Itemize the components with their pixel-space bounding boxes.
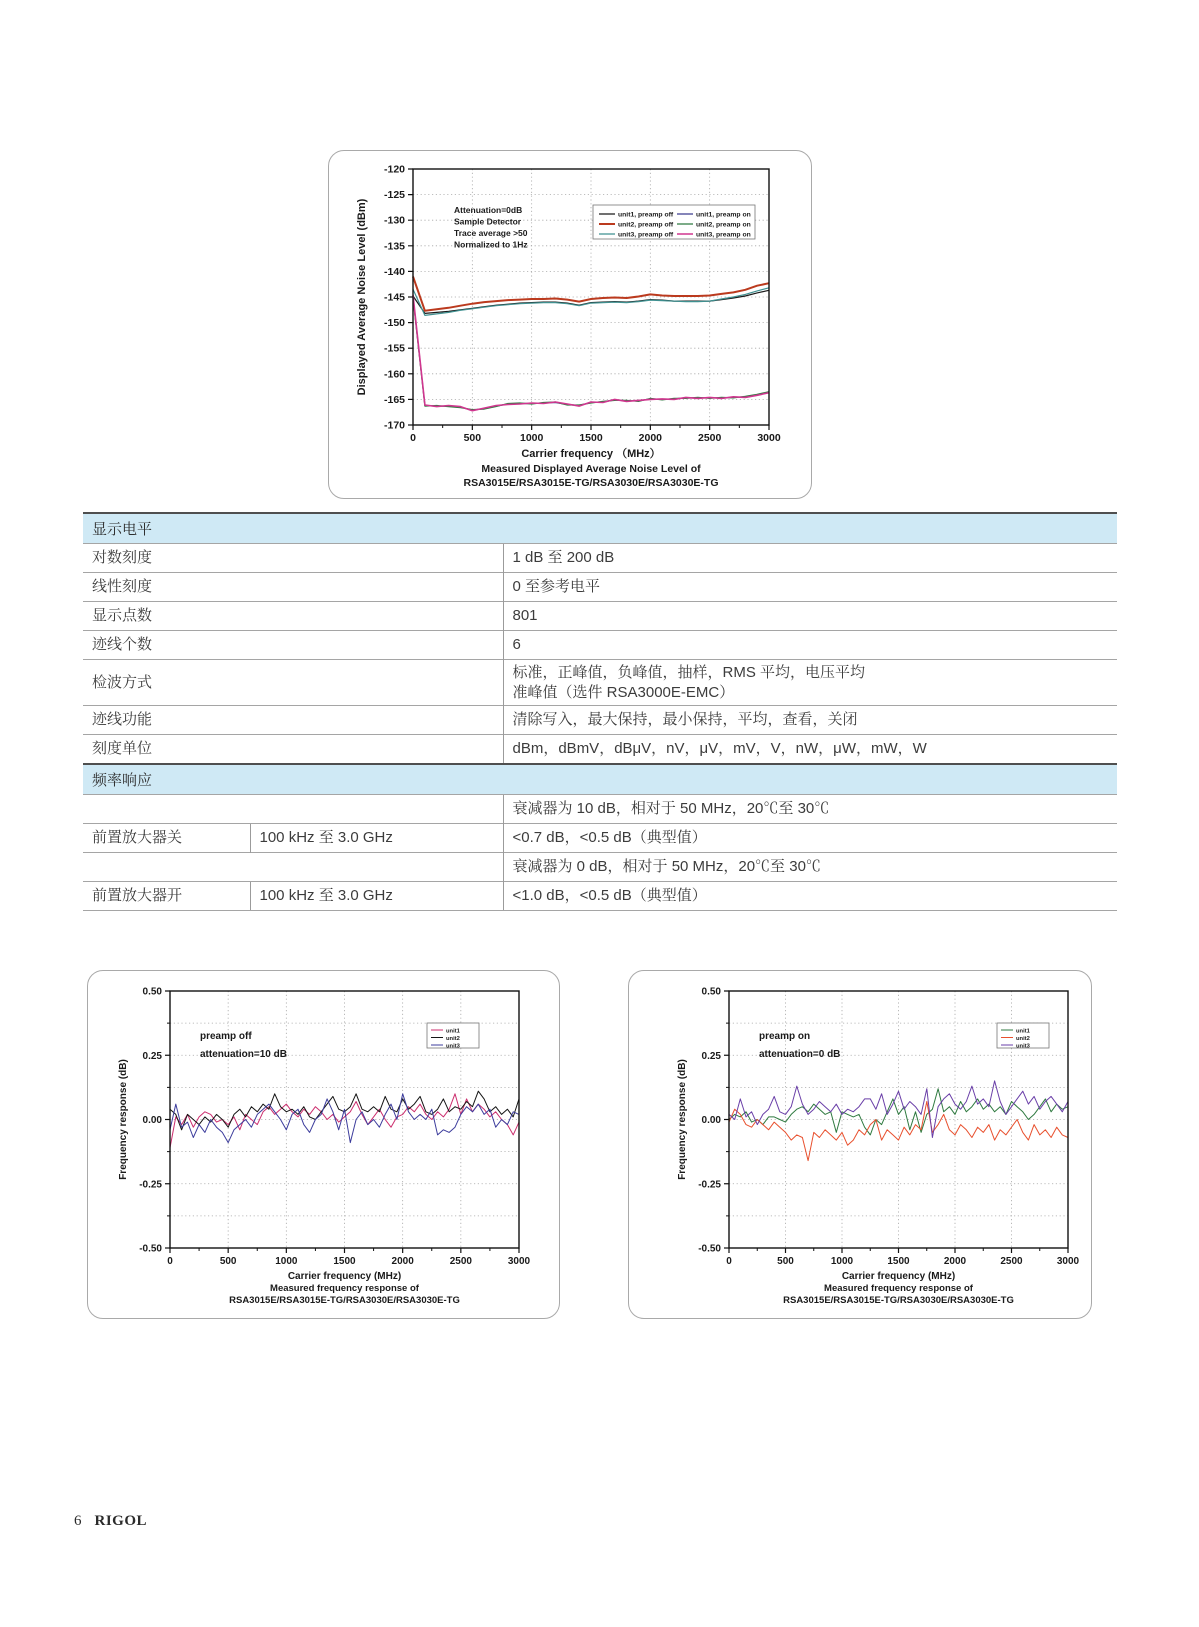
svg-text:0.00: 0.00 — [142, 1115, 162, 1126]
svg-text:preamp off: preamp off — [200, 1031, 252, 1042]
svg-text:unit1: unit1 — [1016, 1028, 1030, 1035]
svg-text:RSA3015E/RSA3015E-TG/RSA3030E/: RSA3015E/RSA3015E-TG/RSA3030E/RSA3030E-TG — [229, 1295, 460, 1306]
spec-row — [83, 660, 1117, 706]
svg-text:0.25: 0.25 — [701, 1050, 721, 1062]
svg-text:0: 0 — [410, 432, 416, 444]
series-unit3-preamp-off — [413, 288, 769, 316]
page-number: 6 — [74, 1513, 82, 1529]
svg-text:Displayed Average Noise Level: Displayed Average Noise Level (dBm) — [356, 198, 368, 396]
svg-text:attenuation=0 dB: attenuation=0 dB — [759, 1049, 841, 1060]
svg-text:-155: -155 — [383, 342, 405, 355]
svg-text:-125: -125 — [383, 189, 405, 202]
section-header-display-level: 显示电平 — [83, 513, 1117, 544]
spec-range-cell: 100 kHz 至 3.0 GHz — [250, 824, 503, 853]
danl-chart-card — [328, 150, 812, 499]
spec-row — [83, 795, 1117, 824]
svg-text:-130: -130 — [383, 214, 405, 227]
spec-row — [83, 573, 1117, 602]
svg-text:Carrier frequency (MHz): Carrier frequency (MHz) — [841, 1271, 956, 1282]
spec-row — [83, 853, 1117, 882]
svg-text:0: 0 — [726, 1256, 732, 1267]
spec-label-cell: 迹线功能 — [83, 706, 503, 735]
danl-chart — [329, 151, 811, 498]
spec-table — [83, 512, 1117, 911]
svg-text:Measured frequency response of: Measured frequency response of — [824, 1283, 973, 1294]
svg-text:500: 500 — [463, 432, 482, 444]
svg-text:1500: 1500 — [887, 1256, 910, 1267]
svg-text:Carrier frequency (MHz): Carrier frequency (MHz) — [287, 1271, 402, 1282]
svg-text:RSA3015E/RSA3015E-TG/RSA3030E/: RSA3015E/RSA3015E-TG/RSA3030E/RSA3030E-TG — [463, 477, 719, 489]
svg-text:-0.50: -0.50 — [139, 1243, 162, 1255]
spec-value-line: 标准，正峰值，负峰值，抽样，RMS 平均，电压平均 — [512, 664, 866, 681]
svg-text:0.00: 0.00 — [701, 1115, 721, 1126]
spec-value-cell: <1.0 dB，<0.5 dB（典型值） — [503, 882, 1117, 911]
svg-text:Normalized to 1Hz: Normalized to 1Hz — [454, 239, 528, 250]
spec-label-cell — [83, 853, 503, 882]
svg-text:-0.25: -0.25 — [139, 1179, 162, 1191]
spec-value-cell: <0.7 dB，<0.5 dB（典型值） — [503, 824, 1117, 853]
section-header-frequency-response: 频率响应 — [83, 764, 1117, 795]
svg-text:-135: -135 — [383, 240, 405, 253]
spec-value-cell — [503, 660, 1117, 706]
spec-row — [83, 735, 1117, 765]
svg-text:-170: -170 — [383, 419, 405, 432]
spec-value-line: 准峰值（选件 RSA3000E-EMC） — [512, 683, 735, 701]
svg-text:2500: 2500 — [1000, 1256, 1023, 1267]
spec-row — [83, 631, 1117, 660]
svg-text:0.50: 0.50 — [701, 986, 721, 998]
svg-text:1000: 1000 — [830, 1256, 854, 1267]
svg-text:unit1: unit1 — [446, 1028, 460, 1035]
svg-text:1000: 1000 — [519, 432, 544, 444]
freq-response-off-chart — [88, 971, 559, 1318]
svg-text:unit1, preamp off: unit1, preamp off — [618, 211, 674, 219]
svg-text:0: 0 — [167, 1256, 173, 1267]
spec-label-cell: 显示点数 — [83, 602, 503, 631]
svg-text:1500: 1500 — [333, 1256, 356, 1267]
svg-text:unit2: unit2 — [1016, 1035, 1030, 1042]
svg-text:-0.25: -0.25 — [698, 1179, 721, 1191]
svg-text:RSA3015E/RSA3015E-TG/RSA3030E/: RSA3015E/RSA3015E-TG/RSA3030E/RSA3030E-TG — [783, 1295, 1014, 1306]
svg-text:0.50: 0.50 — [142, 986, 162, 998]
svg-text:0.25: 0.25 — [142, 1050, 162, 1062]
svg-text:2000: 2000 — [391, 1256, 414, 1267]
spec-label-cell: 检波方式 — [83, 660, 503, 706]
svg-text:Sample Detector: Sample Detector — [454, 216, 522, 227]
svg-text:-160: -160 — [383, 368, 405, 381]
svg-text:2500: 2500 — [697, 432, 722, 444]
svg-text:Frequency response (dB): Frequency response (dB) — [677, 1059, 688, 1180]
svg-text:500: 500 — [777, 1256, 794, 1267]
spec-value-cell: 6 — [503, 631, 1117, 660]
spec-row — [83, 882, 1117, 911]
svg-text:1500: 1500 — [579, 432, 603, 444]
spec-value-cell: 清除写入，最大保持，最小保持，平均，查看，关闭 — [503, 706, 1117, 735]
spec-label-cell: 前置放大器关 — [83, 824, 250, 853]
svg-text:unit2: unit2 — [446, 1035, 460, 1042]
spec-row — [83, 706, 1117, 735]
svg-text:-145: -145 — [383, 291, 405, 304]
svg-text:attenuation=10 dB: attenuation=10 dB — [200, 1049, 287, 1060]
series-unit2-preamp-on — [413, 298, 769, 410]
svg-text:-150: -150 — [383, 317, 405, 330]
spec-label-cell: 刻度单位 — [83, 735, 503, 765]
svg-text:unit3: unit3 — [446, 1043, 460, 1050]
spec-label-cell — [83, 795, 503, 824]
section-header-row — [83, 513, 1117, 544]
freq-response-on-chart-card — [628, 970, 1092, 1319]
svg-text:Carrier frequency （MHz）: Carrier frequency （MHz） — [521, 448, 661, 460]
svg-text:3000: 3000 — [507, 1256, 531, 1267]
svg-text:Trace average >50: Trace average >50 — [454, 228, 528, 238]
spec-row — [83, 602, 1117, 631]
svg-text:3000: 3000 — [757, 432, 781, 444]
freq-response-off-chart-card — [87, 970, 560, 1319]
svg-text:500: 500 — [219, 1256, 237, 1267]
svg-text:Attenuation=0dB: Attenuation=0dB — [454, 205, 523, 215]
spec-value-cell: 801 — [503, 602, 1117, 631]
svg-text:unit3, preamp on: unit3, preamp on — [696, 231, 751, 239]
spec-label-cell: 迹线个数 — [83, 631, 503, 660]
spec-label-cell: 前置放大器开 — [83, 882, 250, 911]
spec-label-cell: 对数刻度 — [83, 544, 503, 573]
brand-logo-text: RIGOL — [94, 1513, 148, 1529]
svg-text:3000: 3000 — [1056, 1256, 1080, 1267]
section-header-row — [83, 764, 1117, 795]
spec-value-cell: 0 至参考电平 — [503, 573, 1117, 602]
svg-text:-165: -165 — [383, 393, 405, 406]
svg-text:2500: 2500 — [449, 1256, 472, 1267]
svg-text:unit2, preamp on: unit2, preamp on — [696, 221, 751, 229]
svg-text:Frequency response (dB): Frequency response (dB) — [118, 1059, 129, 1180]
page-footer — [74, 1513, 147, 1530]
svg-text:2000: 2000 — [638, 432, 663, 444]
svg-text:unit1, preamp on: unit1, preamp on — [696, 211, 751, 219]
freq-response-on-chart — [629, 971, 1091, 1318]
spec-value-cell: dBm，dBmV，dBμV，nV，μV，mV，V，nW，μW，mW，W — [503, 735, 1117, 765]
spec-value-cell: 1 dB 至 200 dB — [503, 544, 1117, 573]
svg-text:Measured Displayed Average Noi: Measured Displayed Average Noise Level of — [481, 463, 701, 475]
spec-value-cell: 衰减器为 0 dB，相对于 50 MHz，20℃至 30℃ — [503, 853, 1117, 882]
svg-text:-140: -140 — [383, 265, 405, 278]
svg-text:-120: -120 — [383, 163, 405, 176]
svg-text:unit3: unit3 — [1016, 1043, 1030, 1050]
svg-text:-0.50: -0.50 — [698, 1243, 721, 1255]
spec-range-cell: 100 kHz 至 3.0 GHz — [250, 882, 503, 911]
svg-text:2000: 2000 — [943, 1256, 967, 1267]
spec-row — [83, 544, 1117, 573]
svg-text:preamp on: preamp on — [759, 1031, 811, 1042]
svg-text:Measured frequency response of: Measured frequency response of — [270, 1283, 419, 1294]
spec-row — [83, 824, 1117, 853]
series-unit2-preamp-off — [413, 277, 769, 311]
svg-text:unit3, preamp off: unit3, preamp off — [618, 231, 674, 239]
svg-text:unit2, preamp off: unit2, preamp off — [618, 221, 674, 229]
spec-label-cell: 线性刻度 — [83, 573, 503, 602]
spec-value-cell: 衰减器为 10 dB，相对于 50 MHz，20℃至 30℃ — [503, 795, 1117, 824]
svg-text:1000: 1000 — [275, 1256, 298, 1267]
